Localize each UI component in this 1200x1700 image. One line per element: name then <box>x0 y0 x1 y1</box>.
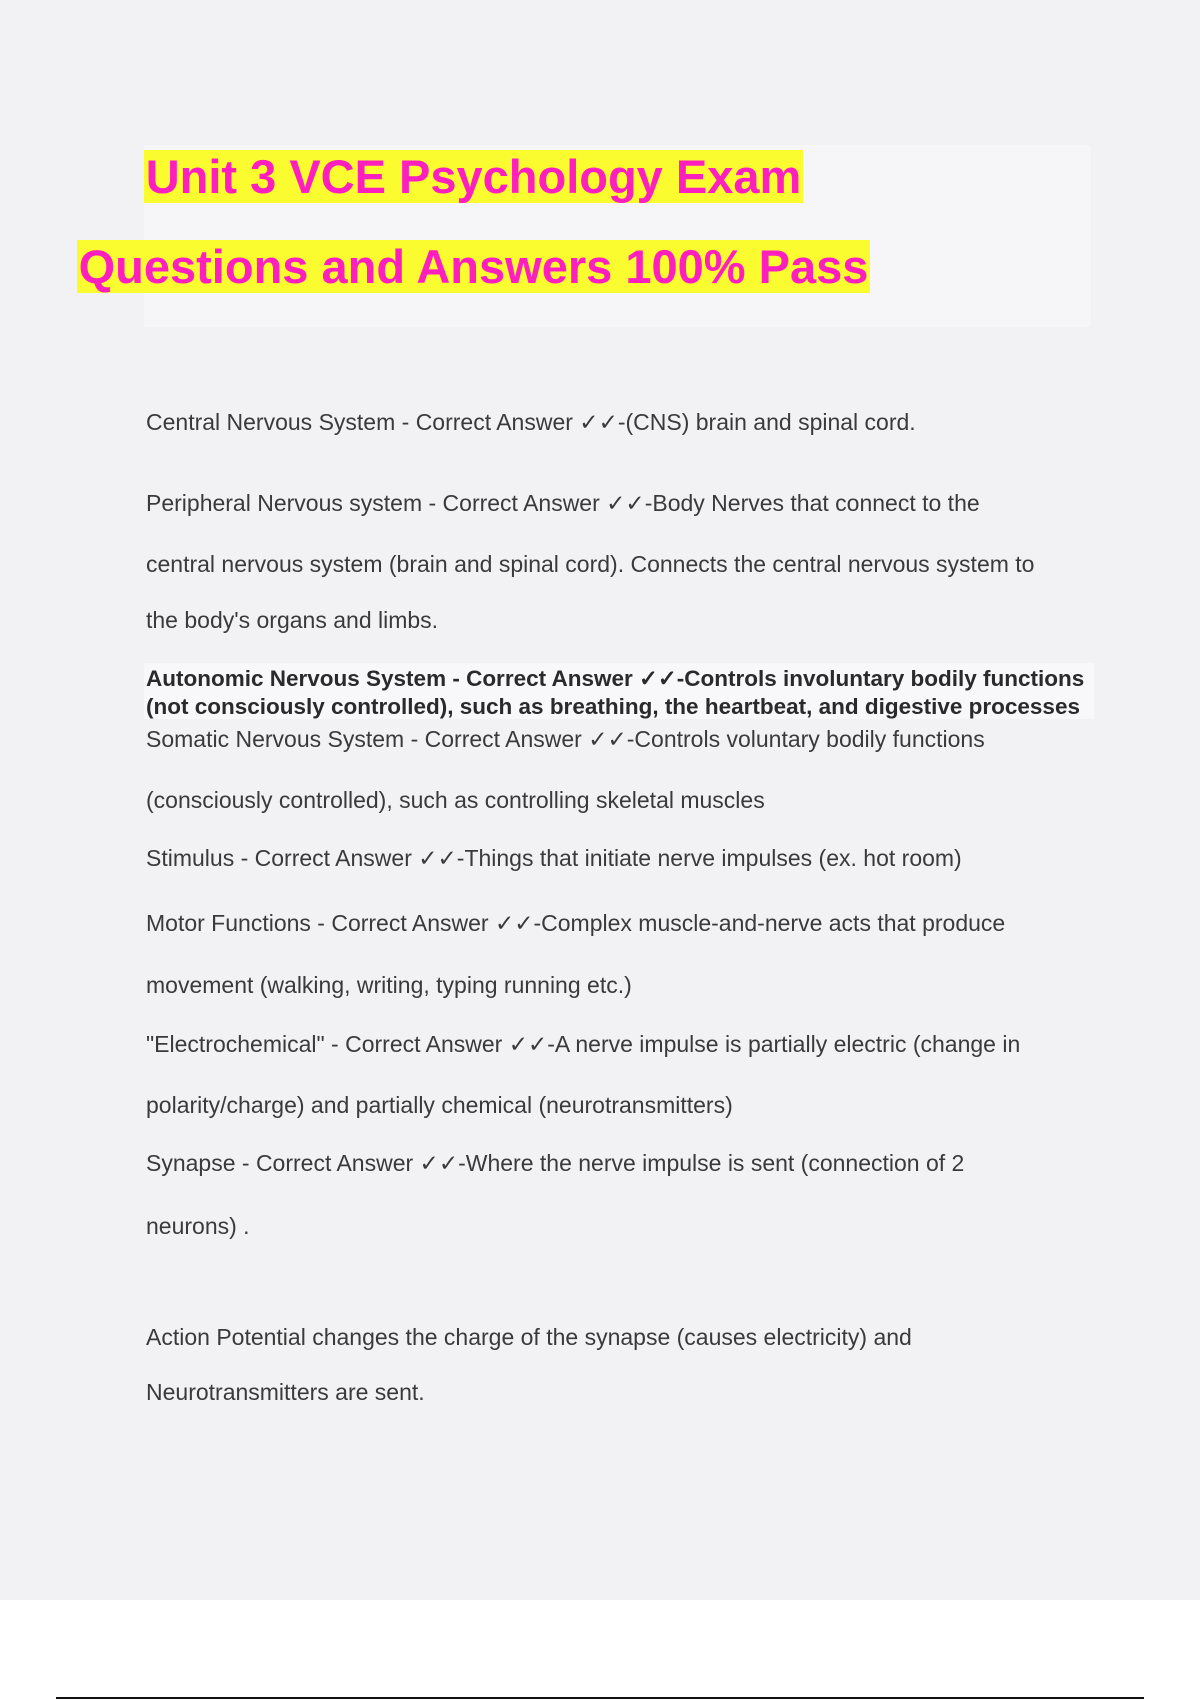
text-line-motor-2: movement (walking, writing, typing running etc.) <box>146 972 632 998</box>
text-line-synapse-1: Synapse - Correct Answer ✓✓-Where the nerve impulse is sent (connection of 2 <box>146 1150 965 1176</box>
text-line-electrochemical-2: polarity/charge) and partially chemical (neurotransmitters) <box>146 1092 733 1118</box>
text-line-autonomic-1: Autonomic Nervous System - Correct Answer ✓✓-Controls involuntary bodily functions <box>146 666 1085 691</box>
document-title-line-2: Questions and Answers 100% Pass <box>78 240 869 293</box>
text-line-motor-1: Motor Functions - Correct Answer ✓✓-Complex muscle-and-nerve acts that produce <box>146 910 1006 936</box>
text-line-stimulus: Stimulus - Correct Answer ✓✓-Things that initiate nerve impulses (ex. hot room) <box>146 845 962 871</box>
text-line-cns: Central Nervous System - Correct Answer ✓✓-(CNS) brain and spinal cord. <box>146 409 916 435</box>
text-line-action-potential-2: Neurotransmitters are sent. <box>146 1379 425 1405</box>
text-line-action-potential-1: Action Potential changes the charge of the synapse (causes electricity) and <box>146 1324 912 1350</box>
document-title-line-1: Unit 3 VCE Psychology Exam <box>145 150 802 203</box>
text-line-pns-3: the body's organs and limbs. <box>146 607 439 633</box>
text-line-autonomic-2: (not consciously controlled), such as breathing, the heartbeat, and digestive processes <box>146 694 1080 719</box>
text-line-pns-2: central nervous system (brain and spinal cord). Connects the central nervous system to <box>146 551 1035 577</box>
footer-divider <box>56 1697 1144 1699</box>
text-line-pns-1: Peripheral Nervous system - Correct Answer ✓✓-Body Nerves that connect to the <box>146 490 980 516</box>
text-line-synapse-2: neurons) . <box>146 1213 250 1239</box>
text-line-somatic-1: Somatic Nervous System - Correct Answer ✓✓-Controls voluntary bodily functions <box>146 726 985 752</box>
text-line-electrochemical-1: "Electrochemical" - Correct Answer ✓✓-A nerve impulse is partially electric (change in <box>146 1031 1021 1057</box>
text-line-somatic-2: (consciously controlled), such as controlling skeletal muscles <box>146 787 765 813</box>
